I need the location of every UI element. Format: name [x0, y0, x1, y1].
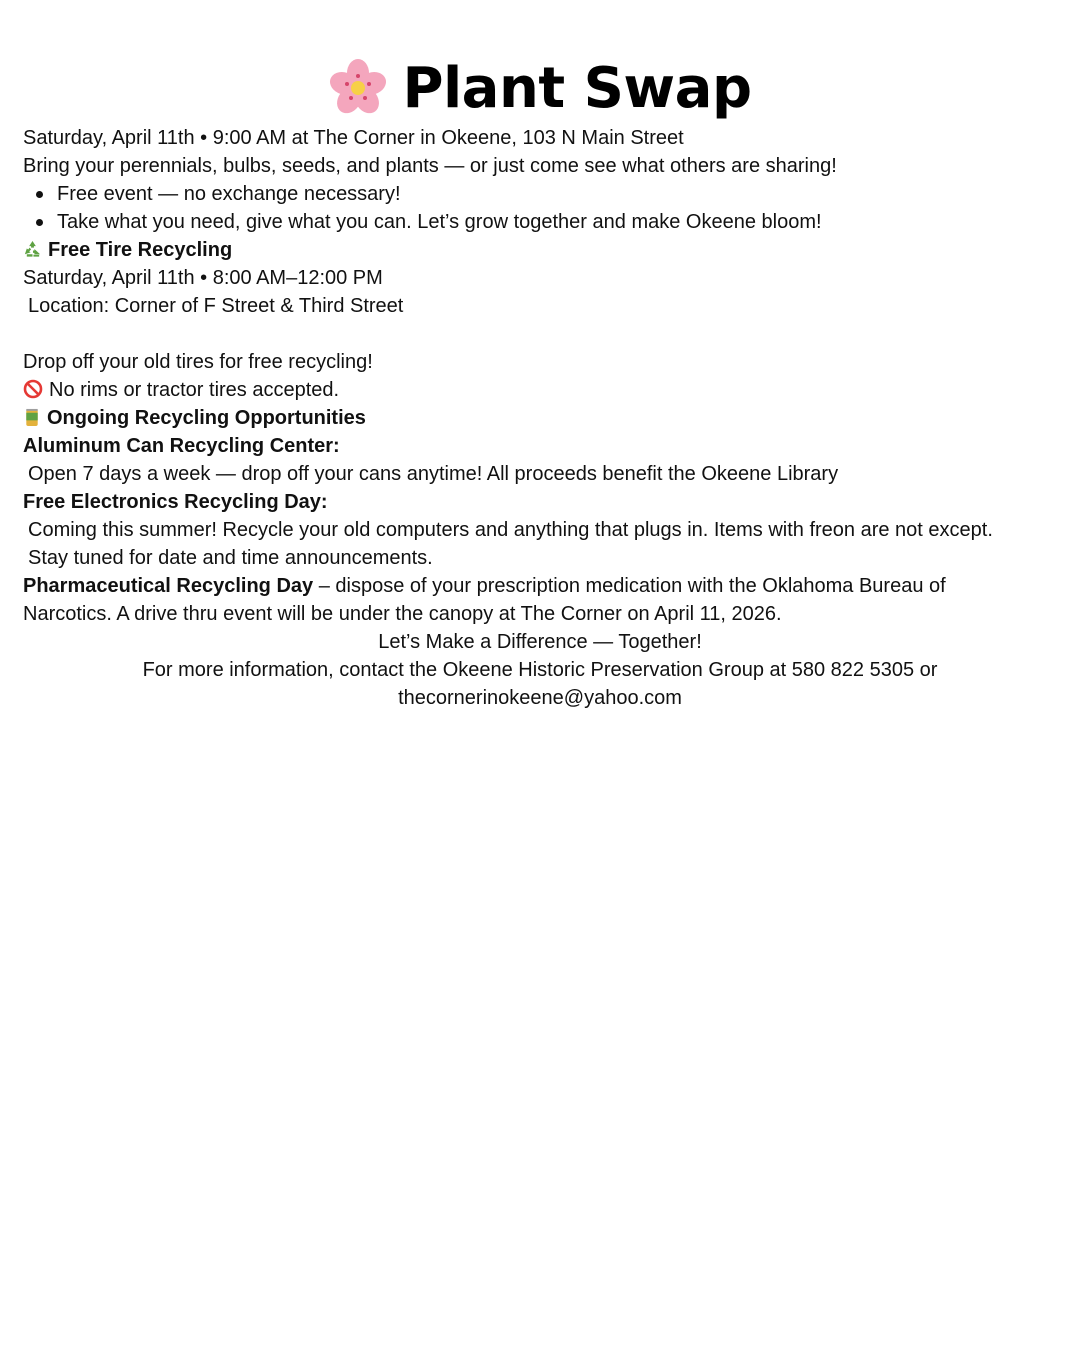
- electronics-note: Stay tuned for date and time announcements.: [28, 547, 433, 569]
- tire-dropoff-text: Drop off your old tires for free recycling!: [23, 351, 373, 373]
- recycle-icon: [23, 240, 42, 259]
- tire-recycling-heading: Free Tire Recycling: [48, 239, 233, 261]
- tire-recycling-date-time: Saturday, April 11th • 8:00 AM–12:00 PM: [23, 267, 383, 289]
- footer-tagline: Let’s Make a Difference — Together!: [378, 631, 702, 653]
- cherry-blossom-icon: [328, 58, 388, 118]
- list-item: Free event — no exchange necessary!: [23, 180, 1023, 208]
- tire-restriction-row: [23, 376, 1023, 404]
- prohibited-icon: [23, 379, 43, 399]
- flyer: [23, 52, 1023, 712]
- tire-recycling-heading-row: [23, 236, 1023, 264]
- electronics-heading: Free Electronics Recycling Day:: [23, 491, 328, 513]
- title-row: [23, 52, 1057, 124]
- aluminum-heading: Aluminum Can Recycling Center:: [23, 435, 340, 457]
- pharma-text: – dispose of your prescription medication with the Oklahoma Bureau of Narcotics. A drive thru event will be under the canopy at The Corner on April 11, 2026.: [23, 575, 946, 625]
- pharma-heading: Pharmaceutical Recycling Day: [23, 575, 314, 597]
- plant-swap-when-where: Saturday, April 11th • 9:00 AM at The Corner in Okeene, 103 N Main Street: [23, 127, 684, 149]
- spacer: [23, 320, 1023, 348]
- list-item: Take what you need, give what you can. Let’s grow together and make Okeene bloom!: [23, 208, 1023, 236]
- can-icon: [23, 408, 41, 427]
- tire-recycling-location: Location: Corner of F Street & Third Street: [28, 295, 404, 317]
- pharma-paragraph: [23, 572, 1023, 628]
- page-title: Plant Swap: [402, 55, 752, 121]
- tire-restriction-text: No rims or tractor tires accepted.: [49, 379, 340, 401]
- footer-contact: For more information, contact the Okeene Historic Preservation Group at 580 822 5305 or thecornerinokeene@yahoo.com: [142, 659, 938, 709]
- ongoing-heading-row: [23, 404, 1023, 432]
- plant-swap-bullets: [23, 180, 1023, 236]
- aluminum-text: Open 7 days a week — drop off your cans anytime! All proceeds benefit the Okeene Library: [28, 463, 839, 485]
- ongoing-heading: Ongoing Recycling Opportunities: [47, 407, 366, 429]
- electronics-text: Coming this summer! Recycle your old computers and anything that plugs in. Items with freon are not except.: [28, 519, 993, 541]
- plant-swap-intro: Bring your perennials, bulbs, seeds, and plants — or just come see what others are sharing!: [23, 155, 837, 177]
